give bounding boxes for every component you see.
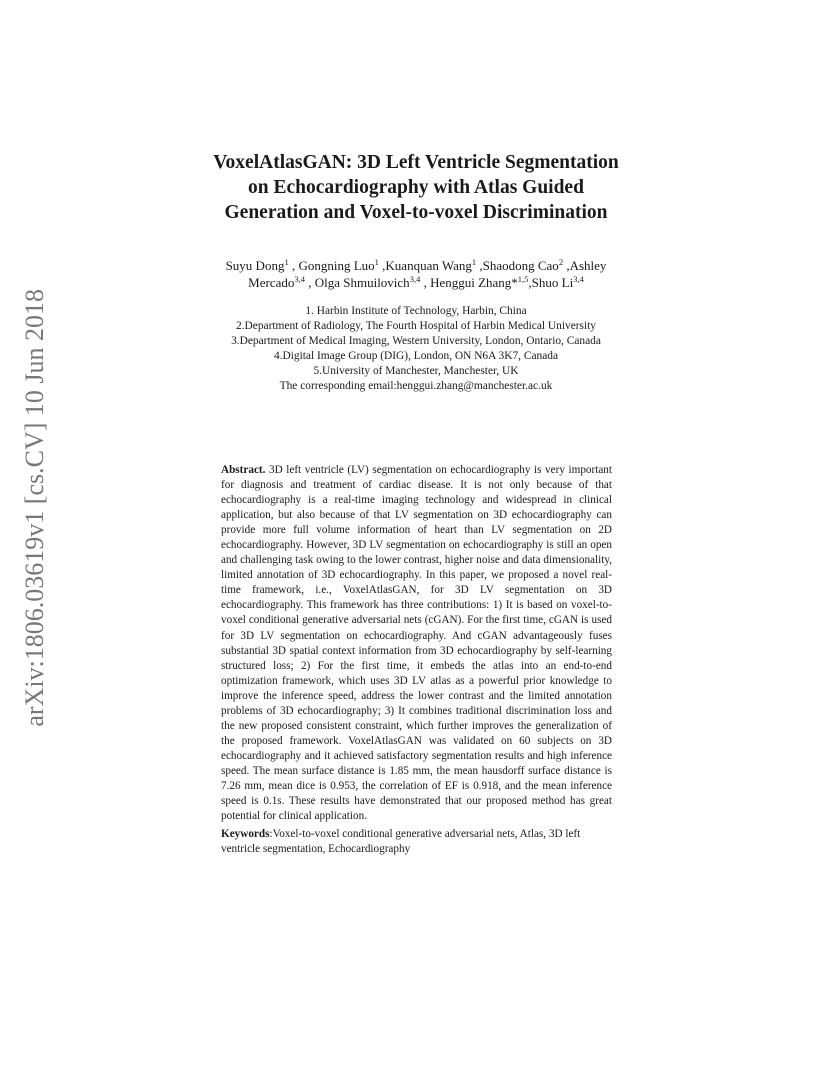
author-affiliation-mark: 3,4 [573,274,584,284]
paper-title [150,150,682,225]
author-name: Suyu Dong [225,258,285,273]
keywords-text: :Voxel-to-voxel conditional generative adversarial nets, Atlas, 3D left ventricle segmentation, Echocardiography [221,828,581,856]
affiliation-list [150,304,682,394]
author-list [150,257,682,291]
author-name: Shuo Li [531,275,574,290]
affiliation-line: 4.Digital Image Group (DIG), London, ON N6A 3K7, Canada [273,350,559,362]
affiliation-line: 2.Department of Radiology, The Fourth Hospital of Harbin Medical University [236,320,596,332]
author-separator: , [288,258,299,273]
author-affiliation-mark: 2 [558,257,564,267]
author-affiliation-mark: 1 [284,257,289,267]
author-name: Olga Shmuilovich [314,275,410,290]
author-affiliation-mark: 1 [374,257,379,267]
affiliation-line: 3.Department of Medical Imaging, Western University, London, Ontario, Canada [231,335,601,347]
author-separator: , [420,275,431,290]
author-separator: , [378,258,386,273]
author-affiliation-mark: 3,4 [409,274,421,284]
author-line [150,257,682,274]
keywords-label: Keywords [221,828,270,841]
corresponding-email: The corresponding email:henggui.zhang@manchester.ac.uk [279,380,553,392]
author-name: Henggui Zhang* [430,275,518,290]
author-affiliation-mark: 1,5 [517,274,529,284]
arxiv-identifier-text: arXiv:1806.03619v1 [cs.CV] 10 Jun 2018 [20,289,49,727]
author-affiliation-mark: 1 [471,257,477,267]
author-name-first-part: Ashley [569,258,607,273]
author-separator: , [476,258,483,273]
author-name: Kuanquan Wang [385,258,472,273]
title-line: Generation and Voxel-to-voxel Discrimination [224,202,608,223]
arxiv-identifier-stamp [18,289,52,758]
abstract-paragraph [221,463,612,824]
abstract-text: 3D left ventricle (LV) segmentation on echocardiography is very important for diagnosis and treatment of cardiac disease. It is not only because of that echocardiography is a real-time imaging technology and widespread in clinical application, but also because of that LV segmentation on 3D echocardiography can provide more full volume information of heart than LV segmentation on 2D echocardiography. However, 3D LV segmentation on echocardiography is still an open and challenging task owing to the lower contrast, higher noise and data dimensionality, limited annotation of 3D echocardiography. In this paper, we proposed a novel real-time framework, i.e., VoxelAtlasGAN, for 3D LV segmentation on 3D echocardiography. This framework has three contributions: 1) It is based on voxel-to-voxel conditional generative adversarial nets (cGAN). For the first time, cGAN is used for 3D LV segmentation on echocardiography. And cGAN advantageously fuses substantial 3D spatial context information from 3D echocardiography by self-learning structured loss; 2) For the first time, it embeds the atlas into an end-to-end optimization framework, which uses 3D LV atlas as a powerful prior knowledge to improve the inference speed, address the lower contrast and the limited annotation problems of 3D echocardiography; 3) It combines traditional discrimination loss and the new proposed consistent constraint, which further improves the generalization of the proposed framework. VoxelAtlasGAN was validated on 60 subjects on 3D echocardiography and it achieved satisfactory segmentation results and high inference speed. The mean surface distance is 1.85 mm, the mean hausdorff surface distance is 7.26 mm, mean dice is 0.953, the correlation of EF is 0.918, and the mean inference speed is 0.1s. These results have demonstrated that our proposed method has great potential for clinical application. [221,464,613,823]
affiliation-line: 1. Harbin Institute of Technology, Harbin, China [305,305,527,317]
author-affiliation-mark: 3,4 [294,274,305,284]
affiliation-line: 5.University of Manchester, Manchester, UK [313,365,519,377]
author-line [150,274,682,291]
keywords-paragraph [221,827,612,857]
title-line: VoxelAtlasGAN: 3D Left Ventricle Segmentation [213,152,619,173]
author-separator: , [528,275,532,290]
author-name-second-part: Mercado [248,275,295,290]
abstract-section [221,463,612,857]
abstract-label: Abstract. [221,464,266,476]
author-separator: , [304,275,315,290]
author-name: Shaodong Cao [482,258,559,273]
title-line: on Echocardiography with Atlas Guided [248,177,584,198]
author-separator: , [563,258,570,273]
author-name: Gongning Luo [298,258,375,273]
